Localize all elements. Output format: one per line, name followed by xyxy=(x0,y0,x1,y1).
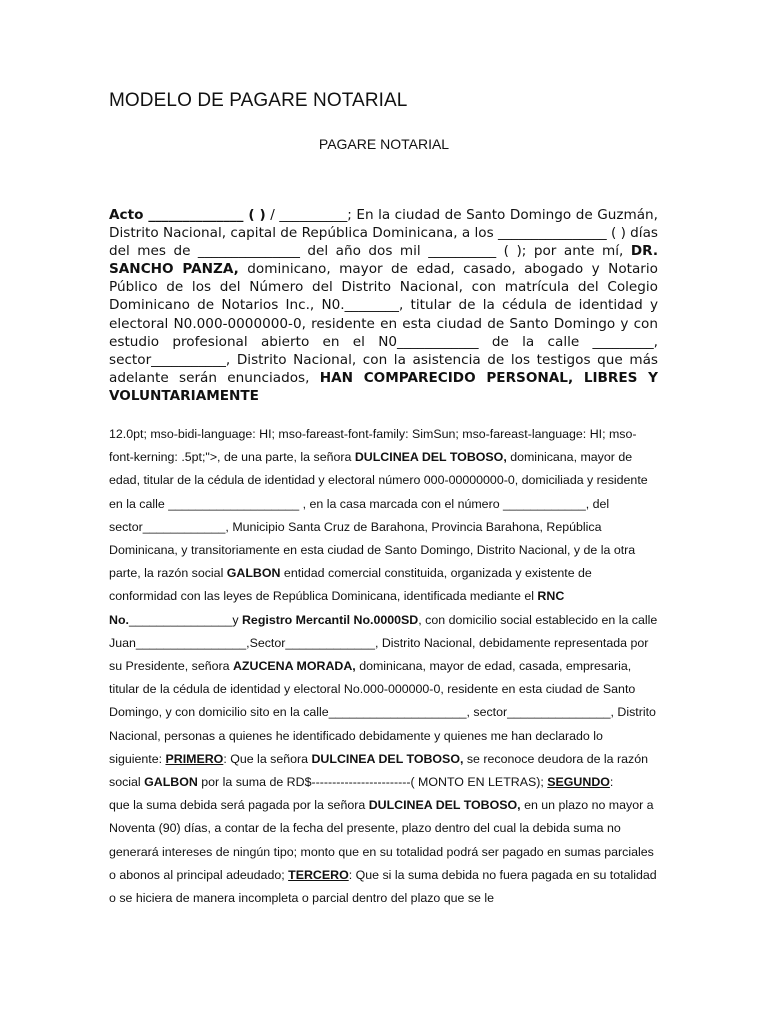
bold-text-run: DULCINEA DEL TOBOSO, xyxy=(354,450,507,465)
text-run: que la suma debida será pagada por la señora xyxy=(109,798,369,813)
bold-text-run: HAN COMPARECIDO PERSONAL, LIBRES Y VOLUNTARIAMENTE xyxy=(109,369,658,404)
text-run: : Que si la suma debida no fuera pagada en su totalidad o se hiciera de manera incompleta o parcial dentro del plazo que se le xyxy=(109,867,657,906)
bold-text-run: AZUCENA MORADA, xyxy=(232,659,356,674)
text-run: dominicano, mayor de edad, casado, abogado y xyxy=(238,261,609,278)
bold-text-run: DULCINEA DEL TOBOSO, xyxy=(311,751,464,766)
paragraph-comparecencia xyxy=(109,206,658,405)
bold-text-run: Registro Mercantil No.0000SD xyxy=(241,612,419,627)
document-title: MODELO DE PAGARE NOTARIAL xyxy=(109,90,408,111)
text-run: dominicana, mayor de edad, titular de la cédula de identidad y electoral número 000-00000000-0, domiciliada y residente en la calle ___________________ , en la casa marcada con el número ____________, del sector____________, Municipio Santa Cruz de Barahona, Provincia Barahona, República Dominicana, y transitoriamente en esta ciudad de Santo Domingo, Distrito Nacional, y de la otra parte, la razón social xyxy=(109,450,648,581)
text-run: se reconoce deudora de la razón social xyxy=(109,751,649,790)
paragraph-declaracion xyxy=(109,423,658,910)
text-run: entidad comercial constituida, organizada y existente de conformidad con las leyes de República Dominicana, identificada mediante el xyxy=(109,566,592,604)
text-run: : Que la señora xyxy=(223,751,312,766)
clause-heading: PRIMERO xyxy=(165,751,224,766)
bold-text-run: DULCINEA DEL TOBOSO, xyxy=(368,798,521,813)
text-run: _______________y xyxy=(128,612,242,627)
bold-text-run: GALBON xyxy=(226,566,281,581)
bold-text-run: DR. SANCHO PANZA, xyxy=(109,243,658,278)
text-run: : xyxy=(609,775,614,790)
text-run: , con domicilio social establecido en la calle Juan________________,Sector_____________, Distrito Nacional, debidamente representada por su Presidente, señora xyxy=(109,612,658,674)
clause-heading: TERCERO xyxy=(288,867,349,882)
bold-text-run: ( ) xyxy=(248,207,266,223)
bold-text-run: Acto ______________ xyxy=(109,207,249,223)
text-run: en un plazo no mayor a Noventa (90) días, a contar de la fecha del presente, plazo dentro del cual la debida suma no generará intereses de ningún tipo; monto que en su totalidad podrá ser pagado en sumas parciales o abonos al principal adeudado; xyxy=(109,798,654,882)
clause-heading: SEGUNDO xyxy=(547,775,610,790)
bold-text-run: GALBON xyxy=(144,775,198,790)
document-subtitle: PAGARE NOTARIAL xyxy=(318,136,450,152)
bold-text-run: RNC No. xyxy=(109,589,565,627)
text-run: / __________; En la ciudad de Santo Domingo de Guzmán, Distrito Nacional, capital de República Dominicana, a los ________________ ( ) días del mes de _______________ del año dos mil __________ ( ); por ante mí, xyxy=(109,207,658,260)
text-run: por la suma de RD$------------------------( MONTO EN LETRAS); xyxy=(197,775,548,790)
text-run: dominicana, mayor de edad, casada, empresaria, titular de la cédula de identidad y electoral No.000-000000-0, residente en esta ciudad de Santo Domingo, y con domicilio sito en la calle____________________, sector_______________, Distrito Nacional, personas a quienes he identificado debidamente y quienes me han declarado lo siguiente: xyxy=(109,659,656,766)
text-run: 12.0pt; mso-bidi-language: HI; mso-fareast-font-family: SimSun; mso-fareast-language: HI; mso-font-kerning: .5pt;">, de una parte, la señora xyxy=(109,427,637,465)
text-run: Notario Público de los del Número del Distrito Nacional, con matrícula del Colegio Dominicano de Notarios Inc., N0.________, titular de la cédula de identidad y electoral N0.000-0000000-0, residente en esta ciudad de Santo Domingo y con estudio profesional abierto en el N0____________ de la calle _________, sector___________, Distrito Nacional, con la asistencia de los testigos que más adelante serán enunciados, xyxy=(109,261,658,386)
